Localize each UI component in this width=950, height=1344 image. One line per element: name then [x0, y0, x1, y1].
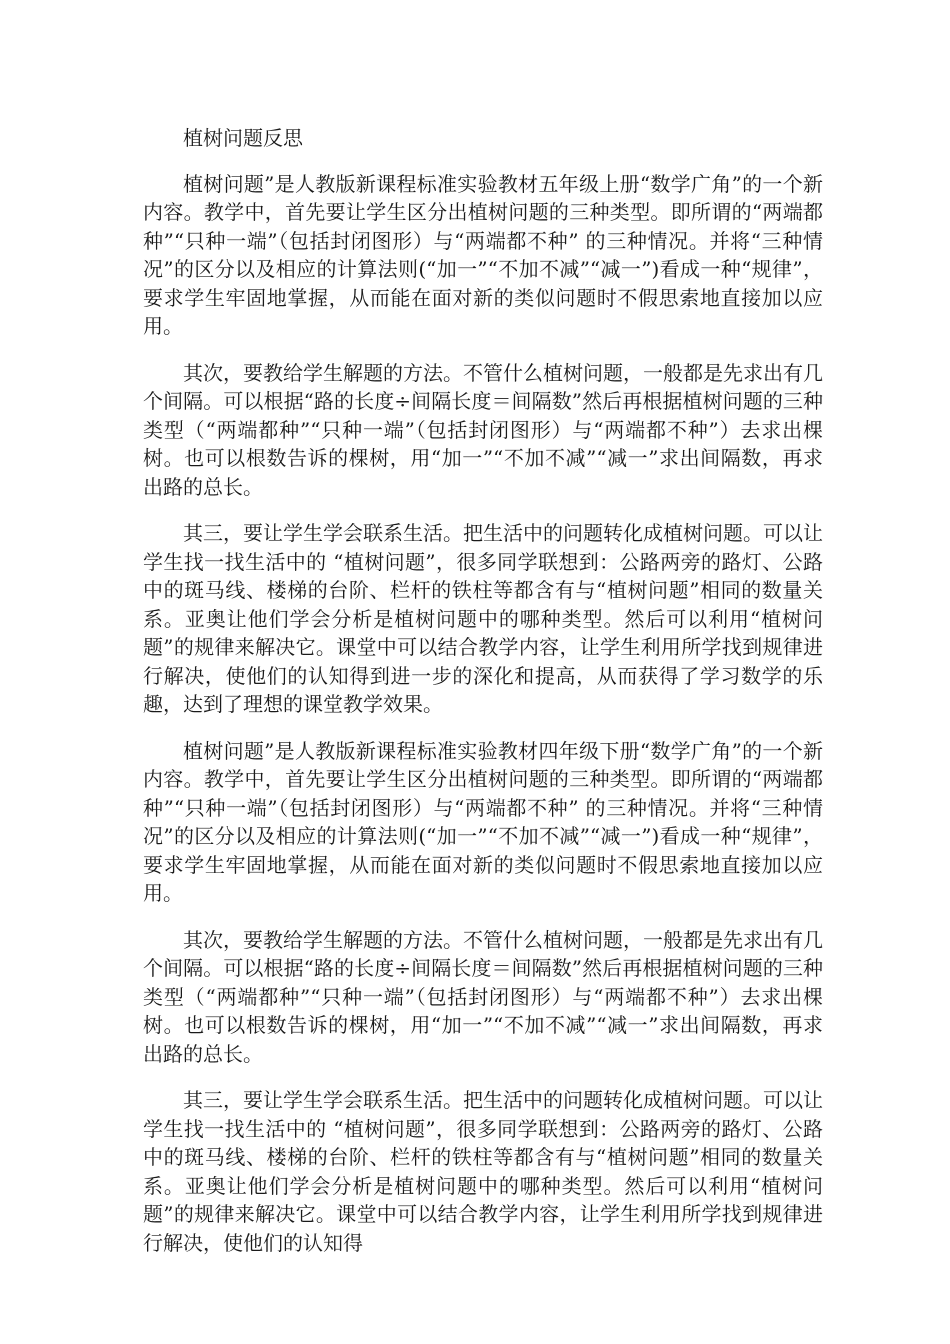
- paragraph-5: 其次，要教给学生解题的方法。不管什么植树问题，一般都是先求出有几个间隔。可以根据“路的长度÷间隔长度＝间隔数”然后再根据植树问题的三种类型（“两端都种”“只种一端”（包括封闭图形）与“两端都不种”）去求出棵树。也可以根数告诉的棵树，用“加一”“不加不减”“减一”求出间隔数，再求出路的总长。: [143, 927, 823, 1066]
- paragraph-1: 植树问题”是人教版新课程标准实验教材五年级上册“数学广角”的一个新内容。教学中，首先要让学生区分出植树问题的三种类型。即所谓的“两端都种”“只种一端”（包括封闭图形）与“两端都不种” 的三种情况。并将“三种情况”的区分以及相应的计算法则(“加一”“不加不减”“减一”)看成一种“规律”，要求学生牢固地掌握，从而能在面对新的类似问题时不假思索地直接加以应用。: [143, 171, 823, 338]
- paragraph-6: 其三，要让学生学会联系生活。把生活中的问题转化成植树问题。可以让学生找一找生活中的 “植树问题”，很多同学联想到：公路两旁的路灯、公路中的斑马线、楼梯的台阶、栏杆的铁柱等都含有与“植树问题”相同的数量关系。亚奥让他们学会分析是植树问题中的哪种类型。然后可以利用“植树问题”的规律来解决它。课堂中可以结合教学内容，让学生利用所学找到规律进行解决，使他们的认知得: [143, 1088, 823, 1255]
- paragraph-2: 其次，要教给学生解题的方法。不管什么植树问题，一般都是先求出有几个间隔。可以根据“路的长度÷间隔长度＝间隔数”然后再根据植树问题的三种类型（“两端都种”“只种一端”（包括封闭图形）与“两端都不种”）去求出棵树。也可以根数告诉的棵树，用“加一”“不加不减”“减一”求出间隔数，再求出路的总长。: [143, 360, 823, 499]
- paragraph-3: 其三，要让学生学会联系生活。把生活中的问题转化成植树问题。可以让学生找一找生活中的 “植树问题”，很多同学联想到：公路两旁的路灯、公路中的斑马线、楼梯的台阶、栏杆的铁柱等都含有与“植树问题”相同的数量关系。亚奥让他们学会分析是植树问题中的哪种类型。然后可以利用“植树问题”的规律来解决它。课堂中可以结合教学内容，让学生利用所学找到规律进行解决，使他们的认知得到进一步的深化和提高，从而获得了学习数学的乐趣，达到了理想的课堂教学效果。: [143, 521, 823, 716]
- document-title: 植树问题反思: [183, 126, 303, 150]
- paragraph-4: 植树问题”是人教版新课程标准实验教材四年级下册“数学广角”的一个新内容。教学中，首先要让学生区分出植树问题的三种类型。即所谓的“两端都种”“只种一端”（包括封闭图形）与“两端都不种” 的三种情况。并将“三种情况”的区分以及相应的计算法则(“加一”“不加不减”“减一”)看成一种“规律”，要求学生牢固地掌握，从而能在面对新的类似问题时不假思索地直接加以应用。: [143, 738, 823, 905]
- document-body: [143, 124, 823, 1275]
